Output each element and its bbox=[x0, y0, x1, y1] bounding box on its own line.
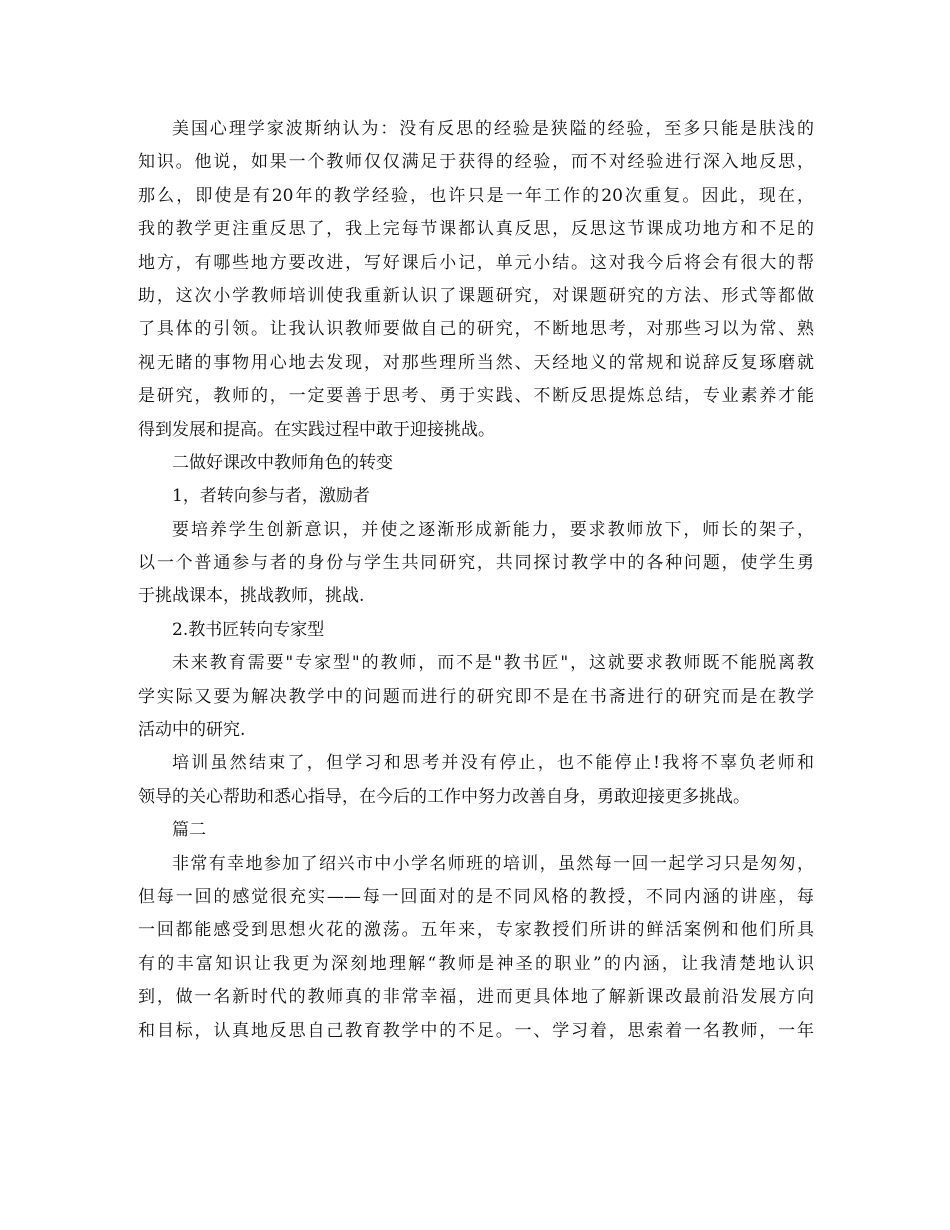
text-line: 了具体的引领。让我认识教师要做自己的研究，不断地思考，对那些习以为常、熟 bbox=[138, 319, 814, 340]
text-line: 助，这次小学教师培训使我重新认识了课题研究，对课题研究的方法、形式等都做 bbox=[138, 285, 814, 306]
text-line: 视无睹的事物用心地去发现，对那些理所当然、天经地义的常规和说辞反复琢磨就 bbox=[138, 352, 814, 373]
text-line: 我的教学更注重反思了，我上完每节课都认真反思，反思这节课成功地方和不足的 bbox=[138, 219, 814, 240]
text-line: 地方，有哪些地方要改进，写好课后小记，单元小结。这对我今后将会有很大的帮 bbox=[138, 252, 814, 273]
text-line: 培训虽然结束了，但学习和思考并没有停止，也不能停止!我将不辜负老师和 bbox=[172, 753, 814, 774]
text-line: 知识。他说，如果一个教师仅仅满足于获得的经验，而不对经验进行深入地反思， bbox=[138, 152, 814, 173]
text-line: 要培养学生创新意识，并使之逐渐形成新能力，要求教师放下，师长的架子， bbox=[172, 519, 814, 540]
text-line: 美国心理学家波斯纳认为：没有反思的经验是狭隘的经验，至多只能是肤浅的 bbox=[172, 119, 814, 139]
text-line: 有的丰富知识让我更为深刻地理解“教师是神圣的职业”的内涵，让我清楚地认识 bbox=[138, 953, 814, 974]
text-line: 于挑战课本，挑战教师，挑战. bbox=[138, 586, 365, 607]
text-line: 那么，即使是有20年的教学经验，也许只是一年工作的20次重复。因此，现在， bbox=[138, 185, 814, 206]
text-line: 领导的关心帮助和悉心指导，在今后的工作中努力改善自身，勇敢迎接更多挑战。 bbox=[138, 786, 750, 807]
text-line: 篇二 bbox=[172, 820, 206, 841]
text-line: 是研究，教师的，一定要善于思考、勇于实践、不断反思提炼总结，专业素养才能 bbox=[138, 386, 814, 407]
text-line: 到，做一名新时代的教师真的非常幸福，进而更具体地了解新课改最前沿发展方向 bbox=[138, 987, 814, 1008]
text-line: 非常有幸地参加了绍兴市中小学名师班的培训，虽然每一回一起学习只是匆匆， bbox=[172, 853, 814, 874]
text-line: 未来教育需要"专家型"的教师，而不是"教书匠"，这就要求教师既不能脱离教 bbox=[172, 653, 814, 674]
text-line: 活动中的研究. bbox=[138, 720, 246, 741]
text-line: 以一个普通参与者的身份与学生共同研究，共同探讨教学中的各种问题，使学生勇 bbox=[138, 553, 814, 574]
text-line: 1，者转向参与者，激励者 bbox=[172, 486, 370, 507]
text-line: 二做好课改中教师角色的转变 bbox=[172, 452, 393, 473]
text-line: 学实际又要为解决教学中的问题而进行的研究即不是在书斋进行的研究而是在教学 bbox=[138, 686, 814, 707]
text-line: 但每一回的感觉很充实——每一回面对的是不同风格的教授，不同内涵的讲座，每 bbox=[138, 886, 814, 907]
text-line: 一回都能感受到思想火花的激荡。五年来，专家教授们所讲的鲜活案例和他们所具 bbox=[138, 920, 814, 941]
text-line: 得到发展和提高。在实践过程中敢于迎接挑战。 bbox=[138, 419, 495, 440]
text-line: 2.教书匠转向专家型 bbox=[172, 619, 325, 640]
document-page bbox=[138, 113, 814, 1048]
text-line: 和目标，认真地反思自己教育教学中的不足。一、学习着，思索着一名教师，一年 bbox=[138, 1020, 814, 1041]
